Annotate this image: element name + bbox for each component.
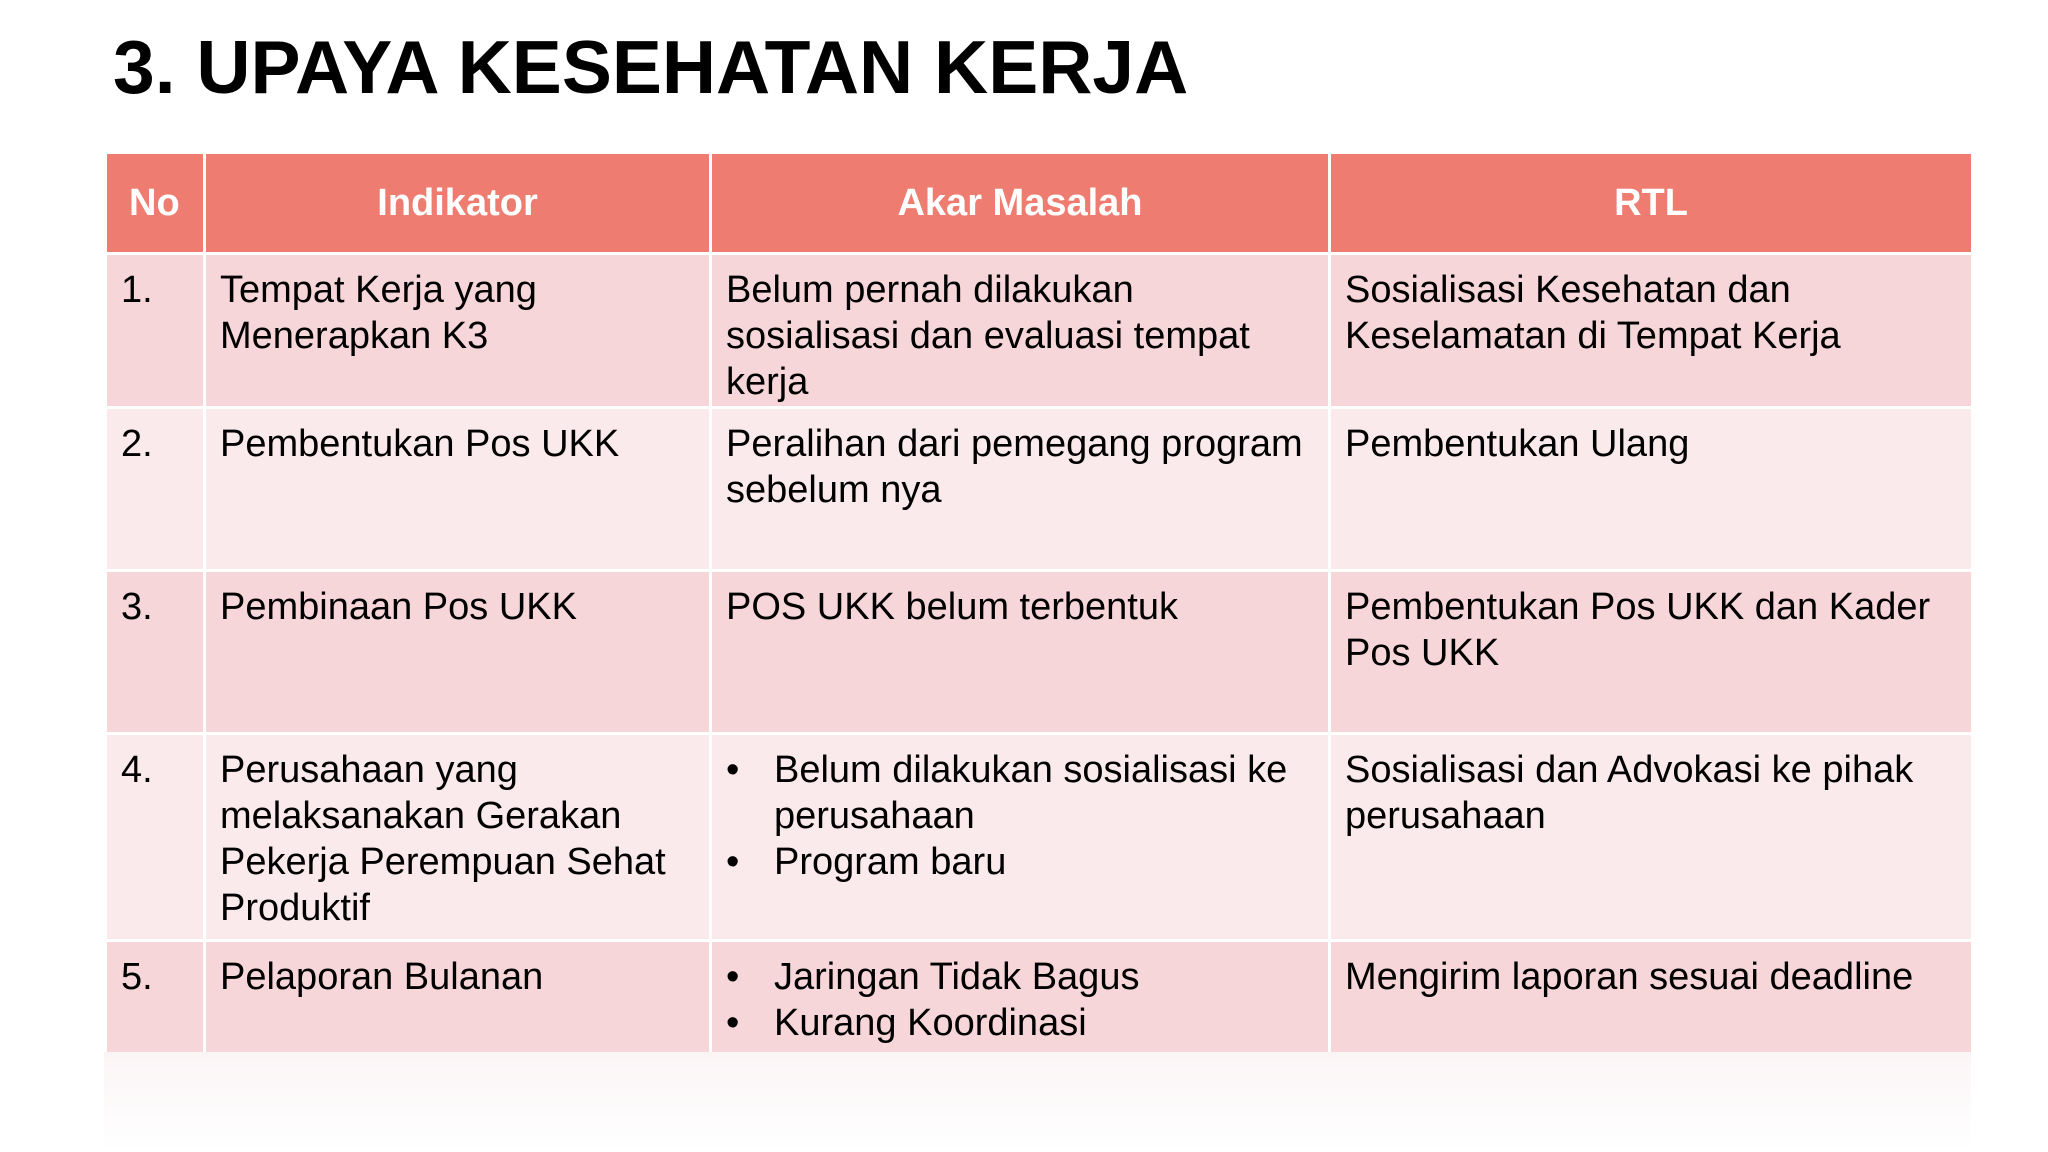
indikator-cell: Pembentukan Pos UKK (205, 408, 711, 571)
data-table (104, 151, 1974, 1057)
rtl-cell: Pembentukan Ulang (1330, 408, 1973, 571)
header-no: No (106, 153, 205, 254)
bullet-item (726, 1000, 1314, 1046)
header-rtl: RTL (1330, 153, 1973, 254)
bullet-text: Program baru (774, 841, 1007, 883)
table-row (106, 941, 1973, 1056)
page-title: 3. UPAYA KESEHATAN KERJA (113, 25, 1189, 109)
rtl-cell: Pembentukan Pos UKK dan Kader Pos UKK (1330, 571, 1973, 734)
table-row (106, 571, 1973, 734)
rtl-cell: Mengirim laporan sesuai deadline (1330, 941, 1973, 1056)
indikator-cell: Perusahaan yang melaksanakan Gerakan Pekerja Perempuan Sehat Produktif (205, 734, 711, 941)
row-number: 1. (106, 254, 205, 408)
bullet-item (726, 747, 1314, 839)
row-number: 2. (106, 408, 205, 571)
bullet-text: Jaringan Tidak Bagus (774, 956, 1140, 998)
table-row (106, 734, 1973, 941)
rtl-cell: Sosialisasi Kesehatan dan Keselamatan di Tempat Kerja (1330, 254, 1973, 408)
bullet-text: Belum dilakukan sosialisasi ke perusahaan (774, 749, 1288, 837)
row-number: 3. (106, 571, 205, 734)
row-number: 5. (106, 941, 205, 1056)
akar-masalah-cell (711, 734, 1330, 941)
bullet-icon: • (726, 1002, 740, 1044)
table-row (106, 408, 1973, 571)
bullet-icon: • (726, 841, 740, 883)
akar-masalah-cell: POS UKK belum terbentuk (711, 571, 1330, 734)
rtl-cell: Sosialisasi dan Advokasi ke pihak perusahaan (1330, 734, 1973, 941)
bullet-list (726, 954, 1314, 1046)
table-bottom-shade (104, 1052, 1971, 1152)
table-header-row (106, 153, 1973, 254)
akar-masalah-cell: Peralihan dari pemegang program sebelum nya (711, 408, 1330, 571)
akar-masalah-cell: Belum pernah dilakukan sosialisasi dan evaluasi tempat kerja (711, 254, 1330, 408)
header-indikator: Indikator (205, 153, 711, 254)
akar-masalah-cell (711, 941, 1330, 1056)
bullet-list (726, 747, 1314, 885)
indikator-cell: Pembinaan Pos UKK (205, 571, 711, 734)
bullet-item (726, 954, 1314, 1000)
row-number: 4. (106, 734, 205, 941)
header-akar-masalah: Akar Masalah (711, 153, 1330, 254)
bullet-icon: • (726, 956, 740, 998)
bullet-icon: • (726, 749, 740, 791)
indikator-cell: Pelaporan Bulanan (205, 941, 711, 1056)
table-row (106, 254, 1973, 408)
indikator-cell: Tempat Kerja yang Menerapkan K3 (205, 254, 711, 408)
bullet-text: Kurang Koordinasi (774, 1002, 1087, 1044)
bullet-item (726, 839, 1314, 885)
